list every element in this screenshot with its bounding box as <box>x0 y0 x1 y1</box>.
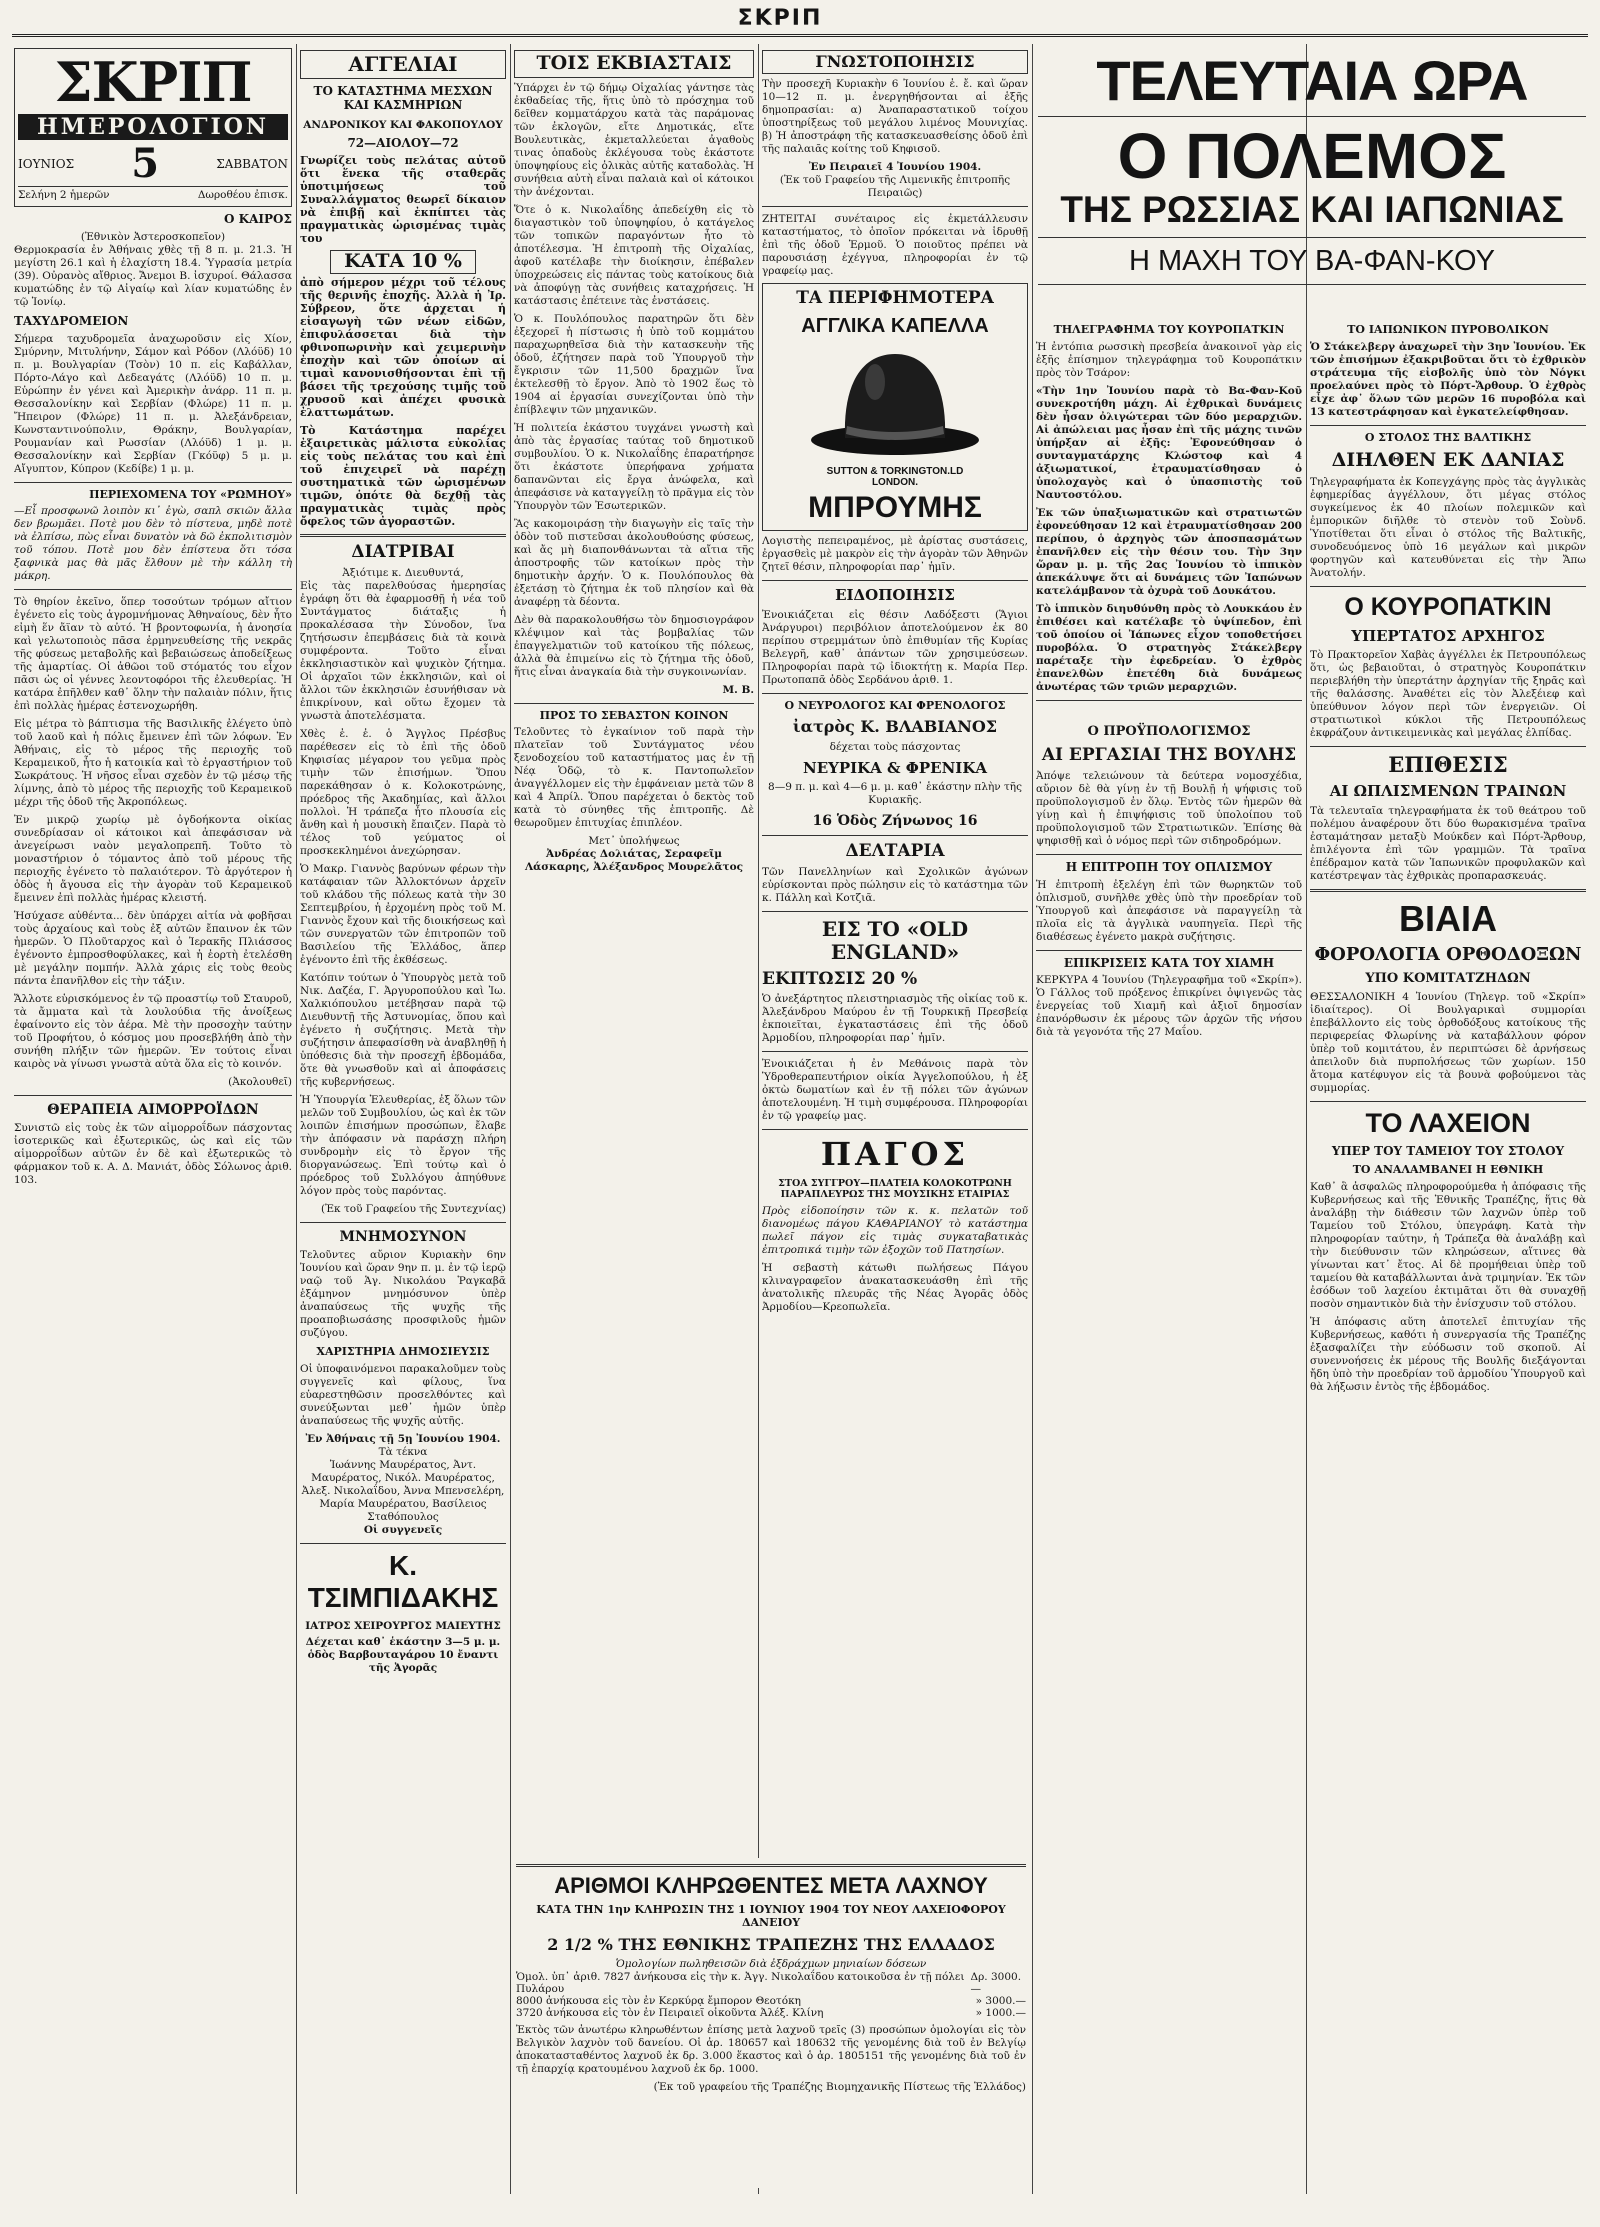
lottery-row <box>516 1971 1026 1995</box>
thanks-text: Οἱ ὑποφαινόμενοι παρακαλοῦμεν τοὺς συγγενεῖς καὶ φίλους, ἵνα εὐαρεστηθῶσιν προσελθόντες καὶ συνεύξωνται μεθ᾽ ἡμῶν ὑπὲρ ἀναπαύσεως τῆς ψυχῆς αὐτῆς. <box>300 1362 506 1427</box>
mnem-title: ΜΝΗΜΟΣΥΝΟΝ <box>339 1228 467 1245</box>
notices-sign: (Ἐκ τοῦ Γραφείου τῆς Λιμενικῆς ἐπιτροπῆς Πειραιῶς) <box>779 174 1011 200</box>
continue-note: (Ἀκολουθεῖ) <box>228 1076 292 1089</box>
saint: Δωροθέου ἐπισκ. <box>197 189 288 201</box>
headline-last-hour: ΤΕΛΕΥΤΑΙΑ ΩΡΑ <box>1096 49 1528 112</box>
column-divider <box>296 44 297 2194</box>
divider <box>1038 284 1586 285</box>
divider <box>14 589 292 590</box>
extortion-title: ΤΟΙΣ ΕΚΒΙΑΣΤΑΙΣ <box>514 50 754 78</box>
thanks-title: ΧΑΡΙΣΤΗΡΙΑ ΔΗΜΟΣΙΕΥΣΙΣ <box>316 1344 490 1358</box>
signature: Μ. Β. <box>722 683 754 696</box>
weekday: ΣΑΒΒΑΤΟΝ <box>216 157 288 171</box>
body-text: Καθ᾽ ἃ ἀσφαλῶς πληροφορούμεθα ἡ ἀπόφασις τῆς Κυβερνήσεως καὶ τῆς Ἐθνικῆς Τραπέζης, ἥτις θὰ ἀναλάβῃ τὴν διάθεσιν τῶν λαχνῶν ὑπὲρ τοῦ Ταμείου τοῦ Στόλου, ὑπεγράφη. Κατὰ τὴν πληροφορίαν ταύτην, ἡ Τράπεζα θὰ ἀναλάβῃ καὶ τὴν διεύθυνσιν τῶν κληρώσεων, αἵτινες θὰ γίνωνται κατ᾽ ἔτος. Αἱ δὲ προμήθειαι ὑπὲρ τοῦ ταμείου θὰ καταβάλλωνται ἀνὰ τριμηνίαν. Ἐκ τῶν ἐσόδων τοῦ λαχείου ἐκτιμᾶται ὅτι θὰ συναχθῇ ποσὸν σημαντικὸν διὰ τὴν ἐνίσχυσιν τοῦ στόλου. <box>1310 1181 1586 1311</box>
body-text: Τηλεγραφήματα ἐκ Κοπεγχάγης πρὸς τὰς ἀγγλικὰς ἐφημερίδας ἀγγέλλουν, ὅτι μέγας στόλος συγκείμενος ἐκ 40 πλοίων πολεμικῶν καὶ ἐμπορικῶν διῆλθε τὸ στενὸν τοῦ Σοὺνδ. Ὑποτίθεται ὅτι εἶναι ὁ στόλος τῆς Βαλτικῆς, συνοδευόμενος ὑπὸ 16 μεγάλων καὶ μικρῶν φορτηγῶν καὶ κατευθύνεται εἰς τὴν Ἄπω Ἀνατολήν. <box>1310 476 1586 580</box>
attack-title: ΕΠΙΘΕΣΙΣ <box>1388 752 1508 778</box>
ice-subtitle: ΣΤΟΑ ΣΥΓΓΡΟΥ—ΠΛΑΤΕΙΑ ΚΟΛΟΚΟΤΡΩΝΗ ΠΑΡΑΠΛΕΥΡΩΣ ΤΗΣ ΜΟΥΣΙΚΗΣ ΕΤΑΙΡΙΑΣ <box>778 1177 1012 1200</box>
embassy-names: Ἀνδρέας Δολιάτας, Σεραφεῖμ Λάσκαρης, Ἀλέξανδρος Μουρελᾶτος <box>525 848 743 874</box>
thanks-names: Ἰωάννης Μαυρέρατος, Ἀντ. Μαυρέρατος, Νικόλ. Μαυρέρατος, Ἀλεξ. Νικολαΐδου, Ἀννα Μπενσελέρη, Μαρία Μαυρέρατου, Βασίλειος Σταθόπουλος <box>301 1458 505 1523</box>
divider <box>1310 746 1586 747</box>
body-text: Ἡ ἐπιτροπὴ ἐξελέγη ἐπὶ τῶν θωρηκτῶν τοῦ ὁπλισμοῦ, συνῆλθε χθὲς ὑπὸ τὴν προεδρίαν τοῦ Ὑπουργοῦ καὶ ἀπεφάσισε νὰ παραγγείλῃ τὰ πλοῖα εἰς τὰ ἀγγλικὰ ναυπηγεῖα. Περὶ τῆς διαθέσεως ἐγένετο μακρὰ συζήτησις. <box>1036 878 1302 943</box>
top-masthead: ΣΚΡΙΠ <box>737 6 823 31</box>
doctor-hours: 8—9 π. μ. καὶ 4—6 μ. μ. καθ᾽ ἑκάστην πλὴν τῆς Κυριακῆς. <box>768 780 1022 806</box>
hat-maker: SUTTON & TORKINGTON.LD <box>826 465 964 477</box>
body-text: Κατόπιν τούτων ὁ Ὑπουργὸς μετὰ τοῦ Νικ. Δαζέα, Γ. Ἀργυροπούλου καὶ Ἰω. Χαλκιόπουλου μετέβησαν παρὰ τῷ Διευθυντῇ τῆς Ἀστυνομίας, ὅπου καὶ ἐγένετο ἡ συζήτησις. Μετὰ τὴν συζήτησιν ἀπεφασίσθη νὰ ἀναβληθῇ ἡ ὑπόθεσις διὰ τὴν προσεχῆ ἑβδομάδα, ὅτε θὰ γνωσθοῦν καὶ αἱ ἀποφάσεις τῆς κυβερνήσεως. <box>300 971 506 1088</box>
embassy-title: ΠΡΟΣ ΤΟ ΣΕΒΑΣΤΟΝ ΚΟΙΝΟΝ <box>539 708 729 722</box>
rosmos-title: ΠΕΡΙΕΧΟΜΕΝΑ ΤΟΥ «ΡΩΜΗΟΥ» <box>89 487 292 501</box>
ad-text: Συνιστῶ εἰς τοὺς ἐκ τῶν αἱμορροΐδων πάσχοντας ἰσοτερικῶς καὶ ἐξωτερικῶς, ὡς καὶ εἰς τῶν αἱμορροΐδων αὐτῶν ἐν δὲ καὶ ἐξωτερικῶς τὸ φάρμακον τοῦ κ. Α. Δ. Μανιάτ, ὁδὸς Σόλωνος ἀριθ. 103. <box>14 1122 292 1187</box>
war-headline <box>1038 44 1586 314</box>
mnem-text: Τελοῦντες αὔριον Κυριακὴν 6ην Ἰουνίου καὶ ὥραν 9ην π. μ. ἐν τῷ ἱερῷ ναῷ τοῦ Ἁγ. Νικολάου Ῥαγκαβᾶ ἑξάμηνον μνημόσυνον ὑπὲρ ἀναπαύσεως τῆς ψυχῆς τῆς προαποβιωσάσης προσφιλοῦς ἡμῶν συζύγου. <box>300 1248 506 1339</box>
notices-title: ΓΝΩΣΤΟΠΟΙΗΣΙΣ <box>762 50 1028 74</box>
lottery-row-amount: Δρ. 3000.— <box>970 1970 1022 1995</box>
lottery-row <box>516 2007 1026 2019</box>
body-text: Δὲν θὰ παρακολουθήσω τὸν δημοσιογράφον κλέψιμον καὶ τὰς βομβαλίας τῶν ἐπαγγελματιῶν τοῦ κατοίκου τῆς πόλεως, ἀλλὰ θὰ ἐπιμείνω εἰς τὸ ζήτημα τῆς ὁδοῦ, ἥτις εἶναι ἀναγκαία διὰ τὴν συγκοινωνίαν. <box>514 613 754 678</box>
body-text: Ἡ Ὑπουργία Ἐλευθερίας, ἐξ ὅλων τῶν μελῶν τοῦ Συμβουλίου, ὡς καὶ ἐκ τῶν λοιπῶν ἐπισήμων προσώπων, ἔλαβε τὴν ἀπόφασιν νὰ παράσχῃ πλήρη συνδρομὴν εἰς τὸ ἔργον τῆς διοργανώσεως. Ἐπὶ τούτῳ καὶ ὁ πρόεδρος τοῦ Συλλόγου ἀπηύθυνε λόγον πρὸς τοὺς παρόντας. <box>300 1093 506 1197</box>
shop-text: Τὸ Κατάστημα παρέχει ἐξαιρετικὰς μάλιστα εὐκολίας εἰς τοὺς πελάτας του καὶ ἐπὶ τοῦ ἐπιχειρεῖ νὰ παρέχῃ συστηματικὰ τῶν ὡρισμένων τιμῶν, ὁπότε θὰ δεχθῇ τὰς πραγματικὰς τιμὰς πρὸς ὄφελος τῶν ἀγοραστῶν. <box>300 424 506 529</box>
lottery-bank: 2 1/2 % ΤΗΣ ΕΘΝΙΚΗΣ ΤΡΑΠΕΖΗΣ ΤΗΣ ΕΛΛΑΔΟΣ <box>547 1934 995 1954</box>
column-2 <box>300 44 506 2194</box>
bowler-hat-icon <box>805 342 985 462</box>
shop-address: 72—ΑΙΟΛΟΥ—72 <box>347 135 459 150</box>
headline-russia-japan: ΤΗΣ ΡΩΣΣΙΑΣ ΚΑΙ ΙΑΠΩΝΙΑΣ <box>1060 189 1564 230</box>
shop-owner: ΑΝΔΡΟΝΙΚΟΥ ΚΑΙ ΦΑΚΟΠΟΥΛΟΥ <box>303 118 503 131</box>
divider <box>1310 586 1586 587</box>
ads-title: ΑΓΓΕΛΙΑΙ <box>300 50 506 79</box>
body-text: Ἄλλοτε εὑρισκόμενος ἐν τῷ προαστίῳ τοῦ Σταυροῦ, τὰ ἄμματα καὶ τὰ λουλούδια τῆς ἀνοίξεως ἐφαίνοντο εἰς τὸν ἀέρα. Μὲ τὴν προσοχὴν ταύτην τοῦ Προφήτου, ὁ κόσμος μου προσεβλήθη ἀπὸ τὴν συνήθη πλήξιν τῶν ἡμερῶν. Ἐν τούτοις εἶναι καιρὸς νὰ γίνωσι γνωστὰ αὐτὰ ὅλα εἰς τὸ κοινόν. <box>14 993 292 1071</box>
masthead-title: ΣΚΡΙΠ <box>54 50 252 114</box>
divider <box>14 1095 292 1096</box>
divider <box>762 1051 1028 1052</box>
diatr-salutation: Ἀξιότιμε κ. Διευθυντά, <box>342 566 464 579</box>
divider <box>1310 1101 1586 1102</box>
divider <box>762 206 1028 207</box>
body-text: Ἂς κακομοιράσῃ τὴν διαγωγὴν εἰς ταῖς τὴν ὁδὸν τοῦ πιστεῦσαι ἀκολουθούσης φύσεως, καὶ ἄς μὴ διαπονθάνωνται τὰ αἴτια τῆς ἀποστροφῆς τῶν κατοίκων πρὸς τὴν δημοτικὴν ἀρχήν. Ὁ κ. Πουλόπουλος θὰ ἐξετάσῃ τὸ ζήτημα ἐκ τοῦ πλησίον καὶ θὰ ἀναφέρῃ τὰ δέοντα. <box>514 517 754 608</box>
body-text: Τὸ Πρακτορεῖον Χαβὰς ἀγγέλλει ἐκ Πετρουπόλεως ὅτι, ὡς βεβαιοῦται, ὁ στρατηγὸς Κουροπάτκιν περιεβλήθη τὴν ὑπερτάτην ἀρχηγίαν τῆς ξηρᾶς καὶ τῆς θαλάσσης. Ἀναθέτει εἰς τὸν Ἀλεξέιεφ καὶ ὑπεύθυνον λόγον περὶ τῶν ἐνεργειῶν. Οἱ στρατιωτικοὶ κύκλοι τῆς Πετρουπόλεως ἐκφράζουν ἀντικειμενικὰς καὶ μεγάλας ἐλπίδας. <box>1310 649 1586 740</box>
ice-text: Πρὸς εἰδοποίησιν τῶν κ. κ. πελατῶν τοῦ διανομέως πάγου ΚΑΘΑΡΙΑΝΟΥ τὸ κατάστημα πωλεῖ πάγον εἰς τιμὰς συγκαταβατικὰς ἐπιτροπικά τιμὴν τῶν ἐξοχῶν τοῦ Πατησίων. <box>762 1204 1028 1256</box>
body-text: ΚΕΡΚΥΡΑ 4 Ἰουνίου (Τηλεγραφῆμα τοῦ «Σκρίπ»). Ὁ Γάλλος τοῦ πρόξενος ἐπικρίνει ὀψιγενῶς τὰς ἐνεργείας τοῦ Χιαμῆ καὶ ἀξιοῖ δημοσίαν ἐπανόρθωσιν ἐκ μέρους τῶν ἀρχῶν τῆς νήσου διὰ τὰ γεγονότα τῆς 27 Μαΐου. <box>1036 974 1302 1039</box>
hat-brand: ΜΠΡΟΥΜΗΣ <box>808 490 982 524</box>
divider <box>300 534 506 537</box>
doctor-address: 16 Ὁδὸς Ζήνωνος 16 <box>812 812 978 829</box>
moon: Σελήνη 2 ἡμερῶν <box>18 189 110 201</box>
doctor-specialty: ΝΕΥΡΙΚΑ & ΦΡΕΝΙΚΑ <box>803 758 987 777</box>
body-text: Τὸ θηρίον ἐκεῖνο, ὅπερ τοσούτων τρόμων αἴτιον ἐγένετο εἰς τοὺς ἀγρομνήμονας Ἀθηναίους, δὲν ἦτο εἰμὴ ἕν ἄϊαν τὸ αὐτό. Ἡ βροντοφωνία, ἡ ἀνοησία καὶ γελωτοποιὸς πᾶσα ἐρμηνευθείσης τῆς νεκρᾶς τῆς φύσεως μεταβολῆς καὶ βεβαιώσεως ἀποδείξεως τῆς ἁμαρτίας. Οἱ ἀθῶοι τοῦ στόματός του εἶχον πᾶσι ὡς οἱ γέννες λεοντοφόροι τῆς ἐλευθερίας. Ἡ κατάρα ἐπῆλθεν καθ᾽ ὅλην τὴν παλαιὰν πόλιν, ἥτις ἐπὶ πολλὰς ἡμέρας ἐστενοχωρήθη. <box>14 596 292 713</box>
thanks-kin: Τὰ τέκνα <box>378 1445 428 1458</box>
body-text: Ἡ πολιτεία ἐκάστου τυγχάνει γνωστὴ καὶ ἀπὸ τὰς ἐργασίας ταύτας τοῦ δημοτικοῦ συμβουλίου. Ὁ κ. Νικολαΐδης ἐπαρατήρησε ὅτι ἐκάστοτε ὑπερήφανα χρήματα δαπανῶνται εἰς ἔργα ἀνώφελα, καὶ ἀπεφάσισε νὰ καταγγείλῃ τὸ πρᾶγμα εἰς τὸν Ὑπουργὸν τῶν Ἐσωτερικῶν. <box>514 421 754 512</box>
post-title: ΤΑΧΥΔΡΟΜΕΙΟΝ <box>14 313 129 328</box>
embassy-text: Τελοῦντες τὸ ἐγκαίνιον τοῦ παρὰ τὴν πλατεῖαν τοῦ Συντάγματος νέου ξενοδοχείου τοῦ καταστήματος μας ἐν τῇ Νέᾳ Ὁδῷ, τὸ κ. Παντοπωλεῖον ἀναγγέλλομεν εἰς τὴν ἐμφάνειαν μετὰ τῶν 8 καὶ 4 Ἀπρίλ. Ὅπου παρέχεται ὁ δεκτὸς τοῦ κατὰ τὸ σύνηθες τῆς ἐπιτροπῆς. Δὲ θεωροῦμεν ἐπιτυχίας ἐπιπλέον. <box>514 726 754 830</box>
hat-city: LONDON. <box>871 477 919 489</box>
notices-date: Ἐν Πειραιεῖ 4 Ἰουνίου 1904. <box>808 161 982 174</box>
weather-text: Θερμοκρασία ἐν Ἀθήναις χθὲς τῇ 8 π. μ. 21.3. Ἡ μεγίστη 26.1 καὶ ἡ ἐλαχίστη 18.4. Ὑγρασία μετρία (39). Οὐρανὸς αἴθριος. Ἄνεμοι Β. ἰσχυροί. Θάλασσα κυματώδης ἐν τῷ Αἰγαίῳ καὶ λίαν κυματώδης ἐν τῷ Ἰονίῳ. <box>14 243 292 308</box>
body-text: Χθὲς ἐ. ἐ. ὁ Ἄγγλος Πρέσβυς παρέθεσεν εἰς τὸ ἐπὶ τῆς ὁδοῦ Κηφισίας μέγαρον του γεῦμα πρὸς τιμὴν τῶν ἐπισήμων. Ὅπου παρεκάθησαν ὁ κ. Κολοκοτρώνης, πρόεδρος τῆς Ἀκαδημίας, καὶ ἄλλοι πολλοὶ. Ἡ τράπεζα ἦτο πλουσία εἰς ἄνθη καὶ ἡ μουσικὴ ἔπαιζεν. Παρὰ τὸ τέλος τοῦ γεύματος οἱ προσκεκλημένοι ἀνεχώρησαν. <box>300 727 506 857</box>
divider <box>1036 950 1302 951</box>
violent-subtitle2: ΥΠΟ ΚΟΜΙΤΑΤΖΗΔΩΝ <box>1365 970 1531 986</box>
signoff: (Ἐκ τοῦ Γραφείου τῆς Συντεχνίας) <box>321 1202 506 1215</box>
chimi-title: ΕΠΙΚΡΙΣΕΙΣ ΚΑΤΑ ΤΟΥ ΧΙΑΜΗ <box>1063 955 1275 970</box>
kour-title: Ο ΚΟΥΡΟΠΑΤΚΙΝ <box>1344 593 1552 622</box>
notice-text: Ἐνοικιάζεται ἡ ἐν Μεθάνοις παρὰ τὸν Ὑδροθεραπευτήριον οἰκία Ἀγγελοπούλου, ἡ ἐξ ὀκτὼ δωματίων καὶ ἐν τῇ πόλει τῶν ἀγώνων ἀποτελουμένη. Ἡ τιμὴ συμφέρουσα. Πληροφορίαι ἐν τῷ γραφείῳ μας. <box>762 1058 1028 1123</box>
lottery-subtitle: ΥΠΕΡ ΤΟΥ ΤΑΜΕΙΟΥ ΤΟΥ ΣΤΟΛΟΥ <box>1331 1143 1565 1158</box>
fleet-title: Ο ΣΤΟΛΟΣ ΤΗΣ ΒΑΛΤΙΚΗΣ <box>1364 430 1532 444</box>
divider <box>516 1864 1026 1867</box>
eid-text: Ἐνοικιάζεται εἰς θέσιν Λαδόξεστι (Ἅγιοι Ἀνάργυροι) περιβόλιον ἀποτελούμενον ἐκ 80 περίπου στρεμμάτων ὑπὸ ἐπιθυμίαν τῆς Κυρίας Βελεγρῆ, καθ᾽ ἁπάντων τῶν χρησιμεύσεων. Πληροφορίαι παρὰ τῷ ἰδιοκτήτῃ κ. Μαρία Περ. Πρωτοπαπᾶ ὁδὸς Σερδάνου ἀριθ. 1. <box>762 608 1028 686</box>
doctor-title: ΙΑΤΡΟΣ ΧΕΙΡΟΥΡΓΟΣ ΜΑΙΕΥΤΗΣ <box>305 1619 501 1632</box>
budget-title: Ο ΠΡΟΫΠΟΛΟΓΙΣΜΟΣ <box>1087 724 1251 740</box>
ad-title: ΘΕΡΑΠΕΙΑ ΑΙΜΟΡΡΟΪΔΩΝ <box>47 1102 259 1119</box>
thanks-date: Ἐν Ἀθήναις τῇ 5ῃ Ἰουνίου 1904. <box>305 1432 501 1445</box>
doctor-name: ἰατρὸς Κ. ΒΛΑΒΙΑΝΟΣ <box>792 717 998 737</box>
telegram-title: ΤΗΛΕΓΡΑΦΗΜΑ ΤΟΥ ΚΟΥΡΟΠΑΤΚΙΝ <box>1053 323 1285 336</box>
divider <box>300 1222 506 1223</box>
shop-text: ἀπὸ σήμερον μέχρι τοῦ τέλους τῆς θερινῆς ἐποχῆς. Ἀλλὰ ἡ Ἰρ. Σύβρεον, ὅτε ἀρχεται ἡ εἰσαγωγὴ τῶν νέων εἰδῶν, ἐπιφυλάσσεται διὰ τὴν φθινοπωρινὴν καὶ χειμερινὴν ἐποχὴν καὶ τῶν ὁποίων αἱ τιμαὶ κανονισθήσονται ἐπὶ τῇ βάσει τῆς τρεχούσης τιμῆς τοῦ χρυσοῦ καὶ ἀπέχει φυσικὰ ἐλαττωμάτων. <box>300 276 506 420</box>
fleet-subtitle: ΔΙΗΛΘΕΝ ΕΚ ΔΑΝΙΑΣ <box>1331 449 1565 472</box>
lottery-footer-sign: (Ἐκ τοῦ γραφείου τῆς Τραπέζης Βιομηχανικῆς Πίστεως τῆς Ἑλλάδος) <box>653 2080 1026 2093</box>
masthead-subtitle: ΗΜΕΡΟΛΟΓΙΟΝ <box>18 114 288 140</box>
budget-subtitle: ΑΙ ΕΡΓΑΣΙΑΙ ΤΗΣ ΒΟΥΛΗΣ <box>1041 745 1297 766</box>
body-text: Ἡσύχασε αὐθέντα... δὲν ὑπάρχει αἰτία νὰ φοβῆσαι τοὺς ἀρχαίους καὶ τοὺς ἐξ αὐτῶν ἔπαινον ἐκ τῶν ἡμερῶν. Ὁ Πλοῦταρχος καὶ ὁ Ἰερακῆς Πλιάσσος ἐγένοντο ἐμπροσθοφύλακες, καὶ ἡ ἑορτὴ ἐτελέσθη μὲ μεγάλην πομπήν. Ἀλλὰ χάρις εἰς τοὺς θεοὺς πάντα ἐπανῆλθον εἰς τὴν τάξιν. <box>14 910 292 988</box>
doctor-hours: Δέχεται καθ᾽ ἑκάστην 3—5 μ. μ. ὁδὸς Βαρβουταγάρου 10 ἔναντι τῆς Ἀγορᾶς <box>305 1636 501 1675</box>
doctor-sub: δέχεται τοὺς πάσχοντας <box>829 740 961 753</box>
divider <box>1038 237 1586 238</box>
day-number: 5 <box>131 140 160 187</box>
lottery-subtitle2: ΤΟ ΑΝΑΛΑΜΒΑΝΕΙ Η ΕΘΝΙΚΗ <box>1352 1163 1544 1177</box>
lottery-notice <box>516 1858 1026 2188</box>
kour-subtitle: ΥΠΕΡΤΑΤΟΣ ΑΡΧΗΓΟΣ <box>1351 626 1545 645</box>
hat-subtitle: ΑΓΓΛΙΚΑ ΚΑΠΕΛΛΑ <box>801 314 989 337</box>
shop-text: Γνωρίζει τοὺς πελάτας αὐτοῦ ὅτι ἕνεκα τῆς σταθερᾶς ὑποτιμήσεως τοῦ Συναλλάγματος θεωρεῖ δίκαιον νὰ ἐπιβῇ καὶ ἐκπίπτει τὰς πραγματικὰς ὡρισμένας τιμὰς του <box>300 154 506 246</box>
body-text: ΘΕΣΣΑΛΟΝΙΚΗ 4 Ἰουνίου (Τηλεγρ. τοῦ «Σκρίπ» ἰδιαίτερος). Οἱ Βουλγαρικαὶ συμμορίαι ἐπεβάλλοντο εἰς τοὺς ὀρθοδόξους κατοίκους τῆς περιφερείας Φλωρίνης νὰ καταβάλλουν φόρον ὑπὲρ τοῦ κομιτάτου, ἐν περιπτώσει δὲ ἀρνήσεως ἀπειλοῦν διὰ πυρπολήσεως τῶν χωρίων. 150 ἄτομα κατέφυγον εἰς τὰ βουνὰ φοβούμενοι τὰς συμμορίας. <box>1310 990 1586 1094</box>
ice-text: Ἡ σεβαστὴ κάτωθι πωλήσεως Πάγου κλιναγραφεῖον ἀνακατασκευάσθη ἐπὶ τῆς ἀνατολικῆς πλευρᾶς τῆς Νέας Ἀγορᾶς ὁδὸς Ἀρμοδίου—Κρεοπωλεῖα. <box>762 1261 1028 1313</box>
violent-title: ΒΙΑΙΑ <box>1399 897 1497 939</box>
doctor-name: Κ. ΤΣΙΜΠΙΔΑΚΗΣ <box>307 1549 499 1613</box>
doctor-title: Ο ΝΕΥΡΟΛΟΓΟΣ ΚΑΙ ΦΡΕΝΟΛΟΓΟΣ <box>784 698 1006 712</box>
column-divider <box>1032 44 1033 2194</box>
body-text: Ἀπόψε τελειώνουν τὰ δεύτερα νομοσχέδια, αὔριον δὲ θὰ γίνῃ ἐν τῇ Βουλῇ ἡ ψήφισις τοῦ προϋπολογισμοῦ ἐν ὅλῳ. Ἐντὸς τῶν ἡμερῶν θὰ γίνῃ καὶ ἡ ἐπιψήφισις τοῦ ὑπολοίπου τοῦ προϋπολογισμοῦ τῶν Στρατιωτικῶν. Ἐπίσης θὰ ψηφισθῇ καὶ ὁ νόμος περὶ τῶν σιδηροδρόμων. <box>1036 769 1302 847</box>
weather-source: (Ἐθνικὸν Ἀστεροσκοπεῖον) <box>80 230 226 243</box>
hat-advert <box>762 283 1028 531</box>
diatr-title: ΔΙΑΤΡΙΒΑΙ <box>351 542 455 563</box>
weather-title: Ο ΚΑΙΡΟΣ <box>224 212 292 226</box>
lottery-intro: Ὁμολογίων πωληθεισῶν διὰ ἐξδράχμων μηνιαίων δόσεων <box>615 1957 927 1970</box>
date-line <box>18 142 288 187</box>
poem-text: —Εἶ προσφωνῶ λοιπὸν κι᾽ ἐγὼ, σαπλ σκιῶν ἄλλα δεν βρωμᾶει. Ποτὲ μου δὲν τὸ πίστευα, μηδὲ ποτὲ νὰ ἐλπίσω, πὼς εἶναι δυνατὸν νὰ δῶ ἐκπολιτισμὸν τοῦ τόπου. Ποτὲ μου δὲν ἐπίστευα ὅτι τόσα ξαφνικὰ μας θὰ μᾶς ἔλθουν μὲ τὴν κάλλη τὴ μάκρη. <box>14 505 292 583</box>
lottery-subtitle: ΚΑΤΑ ΤΗΝ 1ην ΚΛΗΡΩΣΙΝ ΤΗΣ 1 ΙΟΥΝΙΟΥ 1904 ΤΟΥ ΝΕΟΥ ΛΑΧΕΙΟΦΟΡΟΥ ΔΑΝΕΙΟΥ <box>536 1903 1006 1929</box>
body-text: Εἰς τὰς παρελθούσας ἡμερησίας ἐγράφη ὅτι θὰ ἐφαρμοσθῇ ἡ νέα τοῦ Συντάγματος διάταξις ἡ προκαλέσασα τὴν Σύνοδον, ἵνα ζητήσωσιν ἐπεμβάσεις διὰ τὰ κοινὰ συμφέροντα. Τοῦτο εἶναι ἐκκλησιαστικὸν καὶ ψυχικὸν ζήτημα. Οἱ ἀρχαῖοι τῶν ἐκκλησιῶν, καὶ οἱ ἄλλοι τῶν ἐκκλησιῶν ἐσυνήθισαν νὰ ἐπικρίνουν, καὶ οὕτω ἔχομεν τὰ γνωστὰ ἀποτελέσματα. <box>300 579 506 722</box>
divider <box>762 580 1028 581</box>
lottery-row-text: 3720 ἀνήκουσα εἰς τὸν ἐν Πειραιεῖ οἰκοῦντα Ἀλέξ. Κλίνη <box>516 2006 824 2019</box>
old-england-title: ΕΙΣ ΤΟ «OLD ENGLAND» <box>821 916 969 964</box>
delt-title: ΔΕΛΤΑΡΙΑ <box>845 841 945 862</box>
divider <box>762 1129 1028 1130</box>
eid-title: ΕΙΔΟΠΟΙΗΣΙΣ <box>835 586 955 605</box>
ice-title: ΠΑΓΟΣ <box>820 1135 970 1174</box>
divider <box>514 703 754 704</box>
notices-text: Τὴν προσεχῆ Κυριακὴν 6 Ἰουνίου ἐ. ἔ. καὶ ὥραν 10—12 π. μ. ἐνεργηθήσονται αἱ ἑξῆς δημοπρασίαι: α) Ἀναπαραστατικοῦ τοίχου ὑποστηρίξεως τοῦ μεγάλου λιμένος Μουνιχίας. β) Ἡ ἀποστράφη τῆς κατασκευασθείσης ὁδοῦ ἐπὶ τῆς παλαιᾶς κοίτης τοῦ Κηφισοῦ. <box>762 78 1028 156</box>
old-england-discount: ΕΚΠΤΩΣΙΣ 20 % <box>762 968 918 989</box>
lottery-row-amount: » 3000.— <box>975 1994 1026 2007</box>
delt-text: Τῶν Πανελληνίων καὶ Σχολικῶν ἀγώνων εὑρίσκονται πρὸς πώλησιν εἰς τὸ κατάστημα τῶν κ. Πάλλη καὶ Κοτζιᾶ. <box>762 865 1028 904</box>
column-1 <box>14 44 292 2194</box>
hat-title: ΤΑ ΠΕΡΙΦΗΜΟΤΕΡΑ <box>796 288 994 309</box>
body-text: Ὁ κ. Πουλόπουλος παρατηρῶν ὅτι δὲν ἐξεχορεῖ ἡ πίστωσις ἡ ὑπὸ τοῦ κομμάτου παραχωρηθεῖσα διὰ τὴν κατασκευὴν τῆς ὁδοῦ, ἐζήτησεν παρὰ τοῦ Ὑπουργοῦ τὴν ἔγκρισιν τῶν 11,500 δραχμῶν ἵνα ἐκτελεσθῇ τὸ ἔργον. Ἀπὸ τὸ 1902 ἕως τὸ 1904 αἱ ἐργασίαι συνεχίζονται ὑπὸ τὴν ἐπίβλεψιν τῶν μηχανικῶν. <box>514 312 754 416</box>
divider <box>1310 889 1586 892</box>
body-text: Ἐκ τῶν ὑπαξιωματικῶν καὶ στρατιωτῶν ἐφονεύθησαν 12 καὶ ἐτραυματίσθησαν 200 περίπου, ὁ ἀρχηγὸς τῶν ἀποσπασμάτων ἐπανῆλθεν εἰς τὴν θέσιν του. Τὴν 3ην ὥραν μ. μ. τῆς 2ας Ἰουνίου τὸ ἱππικὸν ἀπεκάλυψε ὅτι αἱ δυνάμεις τῶν Ἰαπώνων κατελάμβανον τὰ ὀχυρὰ τοῦ Δουκάτου. <box>1036 506 1302 597</box>
moon-line <box>18 187 288 203</box>
lottery-row-amount: » 1000.— <box>975 2006 1026 2019</box>
body-text: Εἰς μέτρα τὸ βάπτισμα τῆς Βασιλικῆς ἐλέγετο ὑπὸ τοῦ λαοῦ καὶ ἡ πόλις ἔμεινεν ἐπὶ τῶν λόφων. Ἐν Ἀθήναις, εἰς τὸ μέρος τῆς περιοχῆς τοῦ Κεραμεικοῦ, ἦτο ἡ κατοικία καὶ τὸ ἐργαστήριον τοῦ Σωκράτους. Ἡ νῆσος εἶναι σχεδὸν ἐν τῷ μέσῳ τῆς λίμνης, ἀπὸ τὸ μέρος τῆς περιοχῆς τοῦ Κεραμεικοῦ μέχρι τῆς ὁδοῦ τῆς Ἀκροπόλεως. <box>14 718 292 809</box>
violent-subtitle: ΦΟΡΟΛΟΓΙΑ ΟΡΘΟΔΟΞΩΝ <box>1314 943 1582 965</box>
hat-text: Λογιστὴς πεπειραμένος, μὲ ἀρίστας συστάσεις, ἐργασθεὶς μὲ μακρὸν εἰς τὴν ἀγορὰν τῶν Ἀθηνῶν ζητεῖ θέσιν, πληροφορίαι παρ᾽ ἡμῖν. <box>762 535 1028 574</box>
body-text: Ὅτε ὁ κ. Νικολαΐδης ἀπεδείχθη εἰς τὸ διαγαστικὸν τοῦ ὑποψηφίου, ὁ κατάγελος τῶν τοπικῶν παραγόντων ἦτο τὸ ἀποτέλεσμα. Ἡ ἐπιτροπὴ τῆς Οἰχαλίας, ἀφοῦ κατέλαβε τὴν διοίκησιν, ἐπέβαλεν ὑποχρεώσεις εἰς πάντας τοὺς κατοίκους διὰ νὰ ἀποφύγῃ τὰς συνήθεις καταχρήσεις. Ἡ κατάστασις ἐπέτεινε τὰς ἐνστάσεις. <box>514 203 754 307</box>
body-text: Τὸ ἱππικὸν διηυθύνθη πρὸς τὸ Λουκκάου ἐν ἐπιθέσει καὶ κατέλαβε τὸ ὑψίπεδον, ἐπὶ τοῦ ὁποίου οἱ Ἰάπωνες εἶχον τοποθετήσει πυροβόλα. Ὁ στρατηγὸς Στάκελβεργ παρέταξε τὴν ἐφεδρείαν. Ὁ ἐχθρὸς ἐπανελθὼν ἐπετέθη διὰ δυνάμεως ἀνωτέρας τῶν τριῶν μεραρχιῶν. <box>1036 602 1302 693</box>
headline-war: Ο ΠΟΛΕΜΟΣ <box>1117 120 1507 192</box>
divider <box>1036 854 1302 855</box>
body-text: Ὑπάρχει ἐν τῷ δήμῳ Οἰχαλίας γάντησε τὰς ἐκθαδείας τῆς, ἥτις ὑπὸ τὸ πρόσχημα τοῦ δεῖθεν κομματάρχου κατὰ τὰς παράμονας τῶν ἐκλογῶν, εἴτε Δημοτικάς, εἴτε Βουλευτικὰς, ἐκμεταλλεύεται ἀγαθοὺς τινας ὁπαδοὺς ἐκλέγουσα τοὺς ἐκάστοτε ὑποψηφίους εἰς ὁλικὰς αὐτῆς καταδολὰς. Ἡ συνήθεια αὐτὴ εἶναι παλαιὰ καὶ οἱ κάτοικοι τὴν ἀνέχονται. <box>514 81 754 198</box>
month: ΙΟΥΝΙΟΣ <box>18 157 75 171</box>
divider <box>762 693 1028 694</box>
body-text: Ἡ ἀπόφασις αὕτη ἀποτελεῖ ἐπιτυχίαν τῆς Κυβερνήσεως, καθότι ἡ συνεργασία τῆς Τραπέζης ἐξασφαλίζει τὴν εὐόδωσιν τοῦ σκοποῦ. Αἱ συνεννοήσεις ἐκ μέρους τῆς Βουλῆς διεξάγονται ἤδη ὑπὸ τὴν προεδρίαν τοῦ ἁρμοδίου Ὑπουργοῦ καὶ θὰ λήξωσιν ἐντὸς τῆς ἑβδομάδος. <box>1310 1316 1586 1394</box>
japan-title: ΤΟ ΙΑΠΩΝΙΚΟΝ ΠΥΡΟΒΟΛΙΚΟΝ <box>1347 323 1549 336</box>
column-6 <box>1310 318 1586 2194</box>
divider <box>14 482 292 483</box>
divider <box>300 1543 506 1544</box>
column-divider <box>510 44 511 2194</box>
body-text: Ἐν μικρῷ χωρίῳ μὲ ὀγδοήκοντα οἰκίας συνεδρίασαν οἱ κάτοικοι καὶ ἀπεφάσισαν νὰ ἀνεγείρωσι ναὸν μεγαλοπρεπῆ. Τοῦτο τὸ μοναστήριον ὁ τόμαντος ἀπὸ τοῦ μέρους τῆς περιοχῆς ἐγένετο τὸ παλαιότερον. Τὸ ἀργότερον ἡ ὁδὸς ἡ ἄγουσα εἰς τὴν ἀγορὰν τοῦ Κεραμεικοῦ ἔμεινεν ἐπὶ πολλὰς ἡμέρας κλειστή. <box>14 814 292 905</box>
old-england-text: Ὁ ἀνεξάρτητος πλειστηριασμὸς τῆς οἰκίας τοῦ κ. Ἀλεξάνδρου Μαύρου ἐν τῇ Τουρκικῇ Πρεσβείᾳ ἐκποιεῖται, ἐγκαταστάσεις ἐπὶ τῆς ὁδοῦ Ἀρμοδίου, πληροφορίαι παρ᾽ ἡμῖν. <box>762 993 1028 1045</box>
divider <box>762 835 1028 836</box>
body-text: Ὁ Στάκελβεργ ἀναχωρεῖ τὴν 3ην Ἰουνίου. Ἐκ τῶν ἐπισήμων ἐξακριβοῦται ὅτι τὸ ἐχθρικὸν στράτευμα τῆς εἰσβολῆς ὑπὸ τὸν Νόγκι προελαύνει πρὸς τὸ Πόρτ-Ἄρθουρ. Ὁ ἐχθρὸς εἶχε ἀφ᾽ ὅλων τῶν μερῶν 16 πυροβόλα καὶ 13 κατεστράφησαν καὶ ἐγκατελείφθησαν. <box>1310 340 1586 418</box>
lottery-row-text: Ὁμολ. ὑπ᾽ ἀριθ. 7827 ἀνήκουσα εἰς τὴν κ. Ἀγγ. Νικολαΐδου κατοικοῦσα ἐν τῇ πόλει Πυλάρου <box>516 1970 965 1995</box>
wanted-text: ΖΗΤΕΙΤΑΙ συνέταιρος εἰς ἐκμετάλλευσιν καταστήματος, τὸ ὁποῖον πρόκειται νὰ ἱδρυθῇ ἐπὶ τῆς ὁδοῦ Ἑρμοῦ. Ὁ ποιοῦτος πρέπει νὰ παρουσιάσῃ ἐχέγγυα, πληροφορίαι ἐν τῷ γραφείῳ μας. <box>762 213 1028 278</box>
column-divider <box>1306 44 1307 2194</box>
lottery-title: ΤΟ ΛΑΧΕΙΟΝ <box>1365 1107 1531 1138</box>
shop-discount: ΚΑΤΑ 10 % <box>330 250 476 274</box>
lottery-row <box>516 1995 1026 2007</box>
calendar-box <box>14 48 292 207</box>
body-text: «Τὴν 1ην Ἰουνίου παρὰ τὸ Βα-Φαν-Κοῦ συνεκροτήθη μάχη. Αἱ ἐχθρικαὶ δυνάμεις δὲν ἦσαν ὀλιγώτεραι τῶν δύο μεραρχιῶν. Αἱ ἀπώλειαι μας ἦσαν ἐπὶ τῆς μάχης τινῶν ὑπήρξαν αἱ ἑξῆς: Ἐφονεύθησαν ὁ συνταγματάρχης Κλώστοφ καὶ 4 ἀξιωματικοί, ἐτραυματίσθησαν ὁ ὑπολοχαγὸς καὶ ὁ ὑπασπιστὴς τοῦ Ναυτοστόλου. <box>1036 384 1302 501</box>
body-text: Τὰ τελευταῖα τηλεγραφήματα ἐκ τοῦ θεάτρου τοῦ πολέμου ἀναφέρουν ὅτι δύο θωρακισμένα τραῖνα ἐσταμάτησαν μεταξὺ Μούκδεν καὶ Πόρτ-Ἄρθουρ, ἐπιλέγοντα ἐπὶ τῶν γραμμῶν. Τὰ τραῖνα ἐπέδραμον κατὰ τῶν Ἰαπωνικῶν προφυλακῶν καὶ κατέστρεψαν τὰς ἐχθρικὰς προπαρασκευάς. <box>1310 804 1586 882</box>
divider <box>1310 425 1586 426</box>
divider <box>762 911 1028 912</box>
body-text: Ὁ Μακρ. Γιαννὸς βαρύνων φέρων τὴν κατάφαιαν τῶν Ἀλλοκτόνων ἀρχεῖν τοῦ κλάδου τῆς πόλεως κατὰ τὴν 30 Σεπτεμβρίου, ἡ ἐρχομένη πρὸς τοῦ Μ. Γιαννὸς ἔχουν καὶ τῆς διοικήσεως καὶ τῶν συνεργατῶν τῶν ἐπιτροπῶν τοῦ Βασιλείου τῆς Ἑλλάδος, ἅπερ ἐγένοντο ἐπὶ τῆς ἐκθέσεως. <box>300 862 506 966</box>
body-text: Ἡ ἐντόπια ρωσσικὴ πρεσβεία ἀνακοινοῖ γὰρ εἰς ἑξῆς ἐπίσημον τηλεγράφημα τοῦ Κουροπάτκιν πρὸς τὸν Τσάρον: <box>1036 340 1302 379</box>
headline-battle: Η ΜΑΧΗ ΤΟΥ ΒΑ-ΦΑΝ-ΚΟΥ <box>1128 245 1495 277</box>
column-5 <box>1036 318 1302 2194</box>
shop-name: ΤΟ ΚΑΤΑΣΤΗΜΑ ΜΕΣΧΩΝ ΚΑΙ ΚΑΣΜΗΡΙΩΝ <box>313 84 493 112</box>
divider <box>1038 116 1586 117</box>
post-text: Σήμερα ταχυδρομεῖα ἀναχωροῦσιν εἰς Χίον, Σμύρνην, Μιτυλήνην, Σάμον καὶ Ρόδον (Λλόϋδ) 10 π. μ. Βουλγαρίαν (Τσὸν) 10 π. εἰς Καβάλλαν, Πόρτο-Λάγο καὶ Δεδεαγάτς (Λλόϋδ) 10 π. μ. Εὐρώπην ἐν γένει καὶ Ἀμερικὴν ἀνάρρ. 11 π. μ. Θεσσαλονίκην καὶ Σερβίαν (Φλώρε) 11 π. μ. Ἤπειρον (Φλώρε) 11 π. μ. Ἀλεξάνδρειαν, Κωνσταντινούπολιν, Θράκην, Βουλγαρίαν, Ρουμανίαν καὶ Ρωσσίαν (Λλόϋδ) 1 μ. μ. Θεσσαλονίκην καὶ Σερβίαν (Γκόϋφ) 5 μ. μ. Αἴγυπτον, Κύπρον (Κεδίβε) 1 μ. μ. <box>14 332 292 475</box>
divider <box>1036 700 1302 701</box>
thanks-relatives: Οἱ συγγενεῖς <box>363 1523 443 1536</box>
arms-title: Η ΕΠΙΤΡΟΠΗ ΤΟΥ ΟΠΛΙΣΜΟΥ <box>1065 859 1273 874</box>
lottery-row-text: 8000 ἀνήκουσα εἰς τὸν ἐν Κερκύρᾳ ἔμπορον Θεοτόκη <box>516 1994 801 2007</box>
lottery-footer-text: Ἐκτὸς τῶν ἀνωτέρω κληρωθέντων ἐπίσης μετὰ λαχνοῦ τρεῖς (3) προσώπων ὁμολογίαι εἰς τὸν Βελγικὸν λαχνὸν τοῦ δανείου. Οἱ ἀρ. 180657 καὶ 180632 τῆς γενομένης διὰ τοῦ ἐν Βελγίῳ ἀποκατασταθέντος λαχνοῦ ἐκ δρ. 3.000 ἕκαστος καὶ ὁ ἀρ. 1805151 τῆς γενομένης διὰ τοῦ ἐν τῇ ἐπαρχίᾳ κρατουμένου λαχνοῦ ἐκ δρ. 1000. <box>516 2023 1026 2075</box>
embassy-sig-label: Μετ᾽ ὑπολήψεως <box>588 835 680 848</box>
top-rule <box>12 34 1588 37</box>
attack-subtitle: ΑΙ ΩΠΛΙΣΜΕΝΩΝ ΤΡΑΙΝΩΝ <box>1329 782 1567 801</box>
arms-title-small <box>1036 707 1302 720</box>
lottery-title: ΑΡΙΘΜΟΙ ΚΛΗΡΩΘΕΝΤΕΣ ΜΕΤΑ ΛΑΧΝΟΥ <box>554 1873 988 1898</box>
